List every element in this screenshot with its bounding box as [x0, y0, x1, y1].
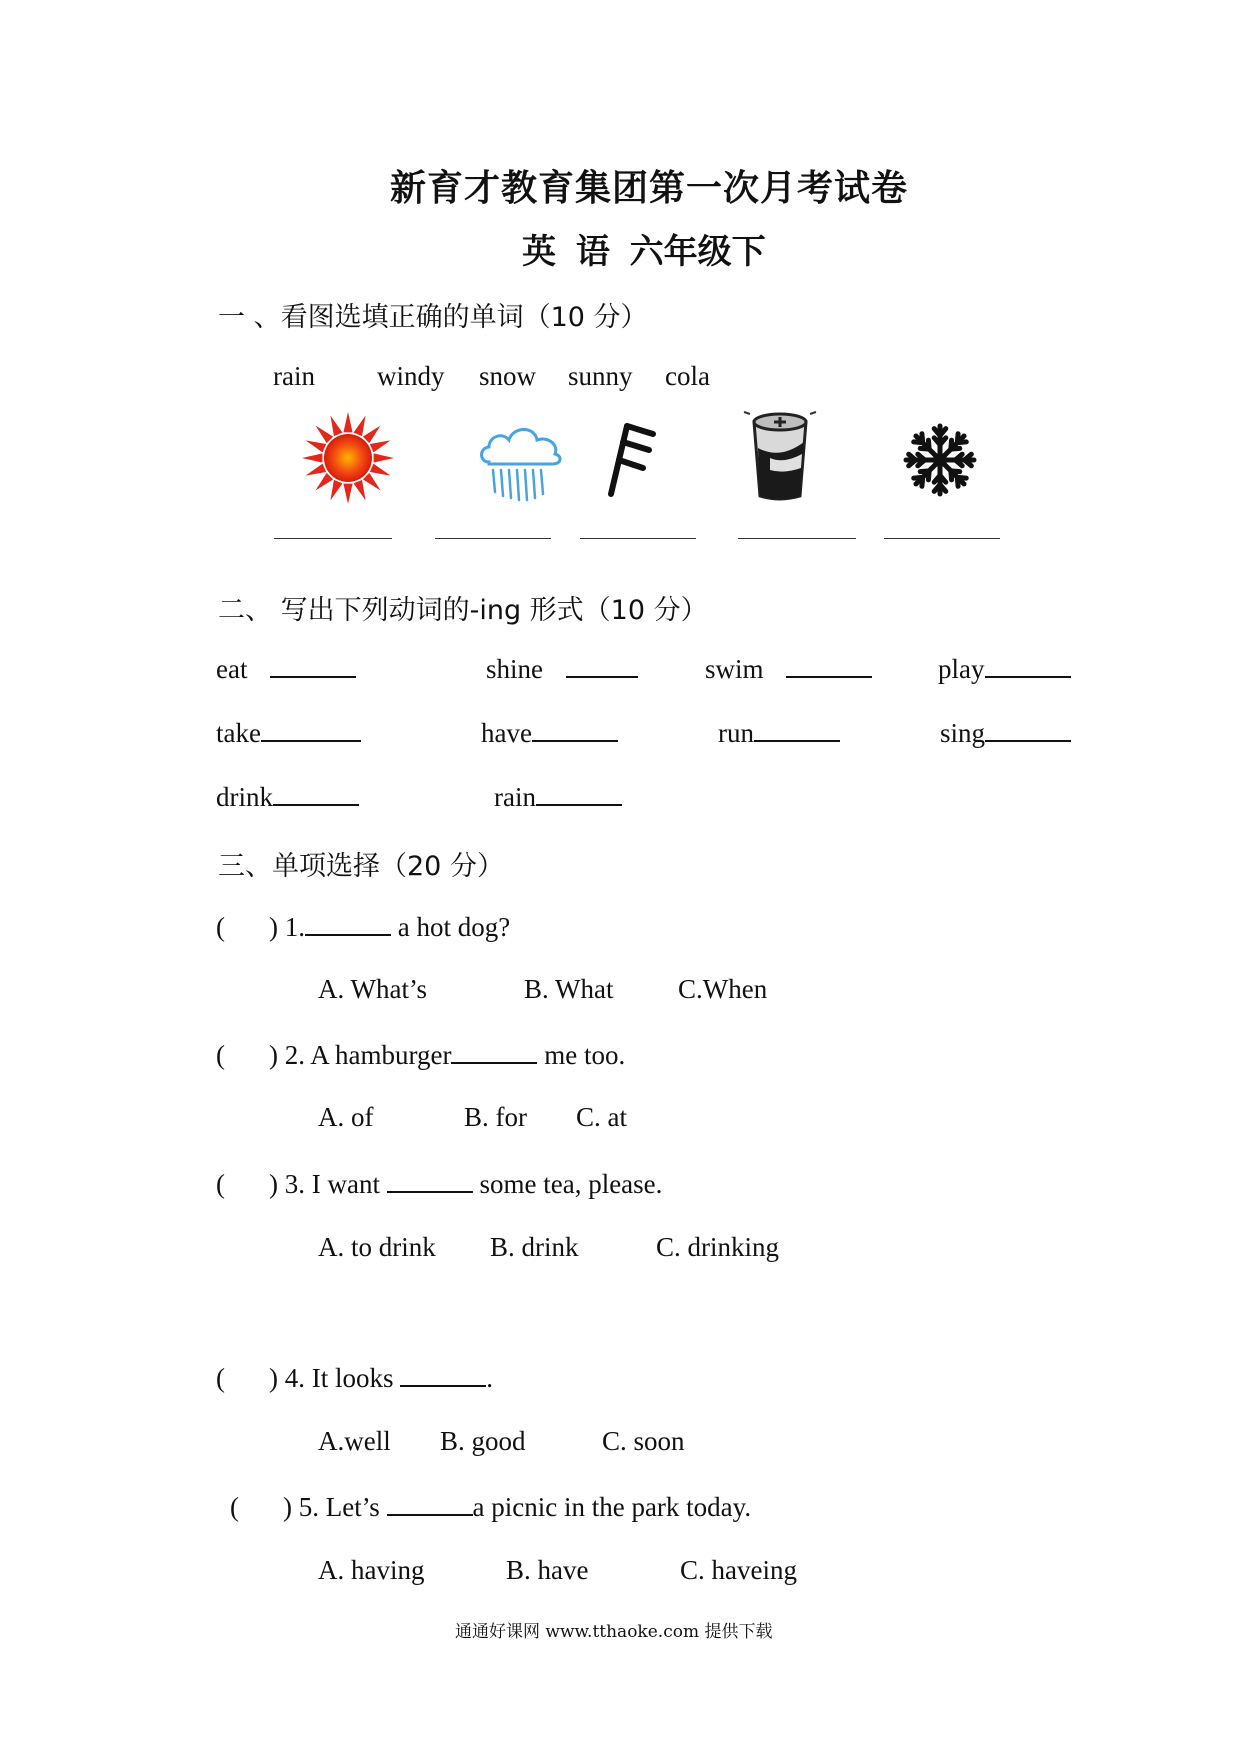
verb-item: [494, 780, 622, 813]
word-option: windy: [377, 361, 445, 391]
question-blank[interactable]: [305, 910, 391, 936]
option-b: B. What: [524, 974, 614, 1004]
verb-word: swim: [705, 654, 764, 684]
question-4: [216, 1361, 493, 1394]
sun-ray: [370, 440, 391, 452]
picture-answer-line[interactable]: [738, 538, 856, 539]
snowflake-branch: [920, 471, 929, 472]
sun-ray: [370, 464, 391, 476]
option-c: C. haveing: [680, 1555, 797, 1585]
verb-word: play: [938, 654, 985, 684]
option-a: A.well: [318, 1426, 391, 1456]
verb-answer-blank[interactable]: [532, 716, 618, 742]
option-b: B. for: [464, 1102, 527, 1132]
snowflake-branch: [957, 477, 958, 486]
verb-answer-blank[interactable]: [985, 716, 1071, 742]
sun-ray: [315, 473, 333, 491]
picture-answer-line[interactable]: [435, 538, 551, 539]
sun-ray: [302, 453, 322, 462]
sun-ray: [306, 464, 327, 476]
question-prefix: 4. It looks: [284, 1363, 394, 1393]
answer-paren-close: ): [269, 1363, 278, 1393]
verb-answer-blank[interactable]: [754, 716, 840, 742]
snowflake-branch: [928, 440, 929, 449]
word-option: cola: [665, 361, 710, 391]
cola-can-icon: [740, 408, 820, 504]
question-prefix: 1.: [284, 912, 305, 942]
verb-answer-blank[interactable]: [261, 716, 361, 742]
answer-paren-open: (: [230, 1492, 239, 1522]
option-c: C.When: [678, 974, 768, 1004]
sun-ray: [374, 453, 394, 462]
question-prefix: 3. I want: [284, 1169, 380, 1199]
verb-word: eat: [216, 654, 248, 684]
option-c: C. at: [576, 1102, 627, 1132]
verb-word: run: [718, 718, 754, 748]
option-b: B. good: [440, 1426, 526, 1456]
answer-paren-close: ): [269, 912, 278, 942]
question-suffix: a hot dog?: [397, 912, 511, 942]
answer-paren-close: ): [283, 1492, 292, 1522]
answer-paren-close: ): [269, 1169, 278, 1199]
question-blank[interactable]: [400, 1361, 486, 1387]
verb-word: take: [216, 718, 261, 748]
exam-subtitle: 英 语 六年级下: [522, 232, 766, 272]
answer-paren-close: ): [269, 1040, 278, 1070]
question-prefix: 5. Let’s: [298, 1492, 380, 1522]
sun-ray: [354, 480, 366, 501]
sun-ray: [330, 480, 342, 501]
verb-item: [718, 716, 840, 749]
snowflake-branch: [922, 434, 923, 443]
snowflake-branch: [951, 471, 952, 480]
option-b: B. drink: [490, 1232, 579, 1262]
page-footer: 通通好课网 www.tthaoke.com 提供下载: [455, 1622, 773, 1642]
question-suffix: a picnic in the park today.: [472, 1492, 752, 1522]
verb-answer-blank[interactable]: [985, 652, 1071, 678]
picture-answer-line[interactable]: [274, 538, 392, 539]
sun-ray: [363, 473, 381, 491]
verb-item: [486, 652, 638, 685]
snowflake-icon: [900, 420, 980, 500]
verb-answer-blank[interactable]: [273, 780, 359, 806]
word-option: sunny: [568, 361, 633, 391]
sun-ray: [315, 425, 333, 443]
verb-item: [705, 652, 872, 685]
verb-item: [216, 652, 356, 685]
verb-word: rain: [494, 782, 536, 812]
snowflake-branch: [914, 477, 923, 478]
word-option: rain: [273, 361, 315, 391]
option-c: C. soon: [602, 1426, 685, 1456]
option-a: A. of: [318, 1102, 374, 1132]
answer-paren-open: (: [216, 1040, 225, 1070]
verb-item: [216, 716, 361, 749]
question-blank[interactable]: [387, 1490, 473, 1516]
question-5: [230, 1490, 751, 1523]
question-blank[interactable]: [451, 1038, 537, 1064]
verb-word: shine: [486, 654, 543, 684]
sun-icon: [300, 410, 396, 506]
verb-word: have: [481, 718, 532, 748]
answer-paren-open: (: [216, 1169, 225, 1199]
question-suffix: .: [486, 1363, 494, 1393]
question-blank[interactable]: [387, 1167, 473, 1193]
question-suffix: some tea, please.: [479, 1169, 663, 1199]
rain-cloud-icon: [475, 420, 565, 502]
sun-ray: [306, 440, 327, 452]
question-3: [216, 1167, 662, 1200]
option-c: C. drinking: [656, 1232, 780, 1262]
verb-word: drink: [216, 782, 273, 812]
section1-heading: 一 、看图选填正确的单词（10 分）: [218, 302, 648, 333]
answer-paren-open: (: [216, 912, 225, 942]
verb-item: [216, 780, 359, 813]
picture-answer-line[interactable]: [580, 538, 696, 539]
verb-answer-blank[interactable]: [270, 652, 356, 678]
sun-ray: [354, 416, 366, 437]
option-b: B. have: [506, 1555, 589, 1585]
verb-answer-blank[interactable]: [566, 652, 638, 678]
snowflake-branch: [951, 448, 960, 449]
exam-title: 新育才教育集团第一次月考试卷: [390, 168, 909, 209]
snowflake-branch: [957, 442, 966, 443]
verb-answer-blank[interactable]: [536, 780, 622, 806]
verb-answer-blank[interactable]: [786, 652, 872, 678]
picture-answer-line[interactable]: [884, 538, 1000, 539]
question-1: [216, 910, 510, 943]
verb-word: sing: [940, 718, 986, 748]
sun-ray: [363, 425, 381, 443]
verb-item: [938, 652, 1071, 685]
section2-heading: 二、 写出下列动词的-ing 形式（10 分）: [218, 595, 708, 626]
question-prefix: 2. A hamburger: [284, 1040, 452, 1070]
section3-heading: 三、单项选择（20 分）: [218, 851, 504, 882]
sun-ray: [343, 484, 352, 504]
sun-ray: [330, 416, 342, 437]
option-a: A. to drink: [318, 1232, 436, 1262]
sun-ray: [343, 412, 352, 432]
wind-icon: [603, 420, 663, 500]
word-option: snow: [479, 361, 537, 391]
answer-paren-open: (: [216, 1363, 225, 1393]
question-2: [216, 1038, 625, 1071]
question-suffix: me too.: [544, 1040, 626, 1070]
verb-item: [481, 716, 618, 749]
option-a: A. What’s: [318, 974, 427, 1004]
verb-item: [940, 716, 1071, 749]
option-a: A. having: [318, 1555, 425, 1585]
